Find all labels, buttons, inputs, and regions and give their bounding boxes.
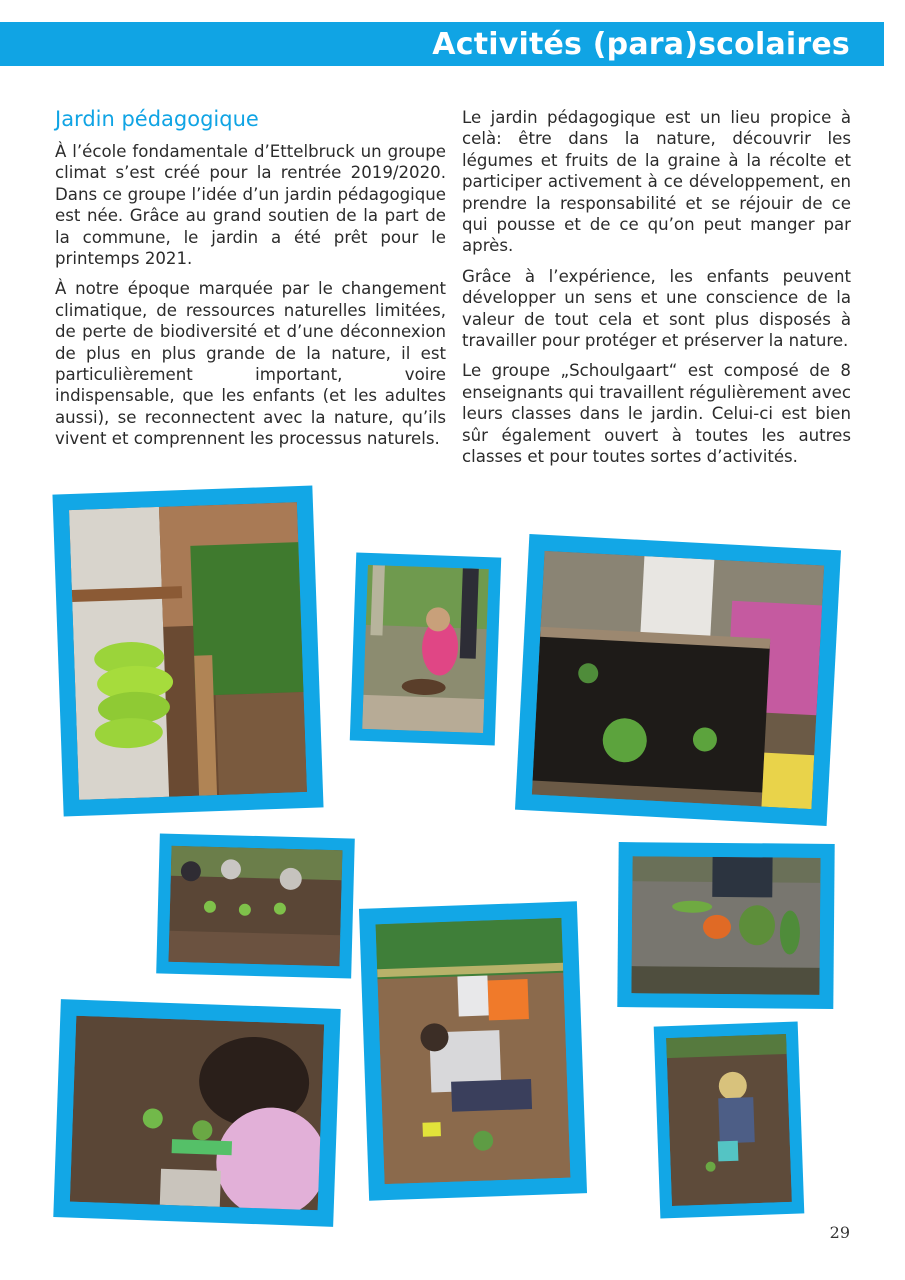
photo-child-planting [350, 553, 501, 746]
photo-kids-in-garden [156, 833, 355, 978]
paragraph: Le groupe „Schoulgaart“ est composé de 8 enseignants qui travaillent régulièrement avec leurs classes dans le jardin. Celui-ci est bien sûr également ouvert à toutes les autres classes et pour toutes sortes d’activités. [462, 361, 851, 467]
photo-girl-seedling [53, 999, 340, 1227]
photo-watering-cans-image [69, 502, 307, 800]
page-header-title: Activités (para)scolaires [432, 27, 850, 62]
photo-child-planting-image [362, 565, 489, 733]
photo-child-watering-image [666, 1034, 792, 1206]
photo-kids-in-garden-image [169, 846, 343, 966]
header-bar [0, 22, 884, 66]
photo-girl-seedling-image [70, 1016, 324, 1211]
photo-child-watering [654, 1022, 805, 1219]
paragraph: Grâce à l’expérience, les enfants peuvent développer un sens et une conscience de la valeur de tout cela et sont plus disposés à travailler pour protéger et préserver la nature. [462, 266, 851, 351]
photo-watering-cans [52, 486, 323, 817]
section-title: Jardin pédagogique [55, 107, 259, 131]
article-column-left [55, 105, 446, 459]
photo-kids-digging [359, 901, 587, 1200]
paragraph: Le jardin pédagogique est un lieu propice à celà: être dans la nature, découvrir les légumes et fruits de la graine à la récolte et participer activement à ce développement, en prendre la responsabilité et se réjouir de ce qui pousse et de ce qu’on peut manger par après. [462, 108, 851, 256]
article-column-right [462, 107, 851, 477]
page-number: 29 [829, 1223, 850, 1242]
photo-raised-bed [515, 534, 841, 826]
paragraph: À notre époque marquée par le changement climatique, de ressources naturelles limitées, de perte de biodiversité et d’une déconnexion de plus en plus grande de la nature, il est particulièrement important, voire indispensable, que les enfants (et les adultes aussi), se reconnectent avec la nature, qu’ils vivent et comprennent les processus naturels. [55, 279, 446, 449]
photo-harvest-pumpkins [617, 842, 834, 1009]
photo-raised-bed-image [532, 551, 824, 809]
photo-kids-digging-image [376, 918, 571, 1184]
paragraph: À l’école fondamentale d’Ettelbruck un groupe climat s’est créé pour la rentrée 2019/2020. Dans ce groupe l’idée d’un jardin pédagogique est née. Grâce au grand soutien de la part de la commune, le jardin a été prêt pour le printemps 2021. [55, 142, 446, 269]
photo-harvest-pumpkins-image [631, 856, 820, 995]
